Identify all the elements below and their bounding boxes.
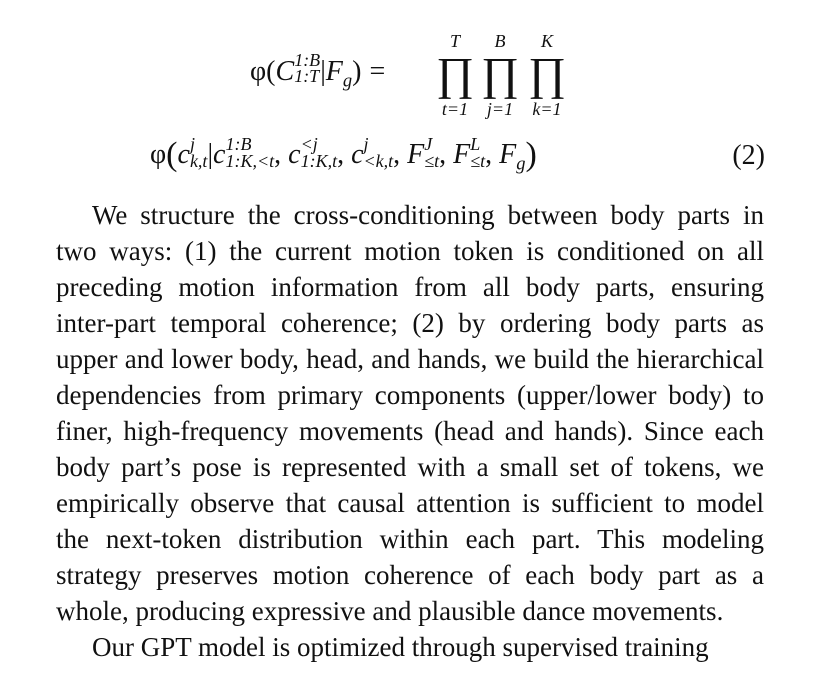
product-t-lower: t=1: [441, 99, 469, 119]
paren-close: ): [352, 56, 362, 87]
var-c-token: c: [177, 139, 190, 170]
product-t-symbol: ∏: [436, 48, 474, 99]
paren-open: (: [266, 56, 276, 87]
F-L-sub: ≤t: [470, 151, 486, 171]
F-J-sup: J: [424, 134, 433, 154]
c-prevpart-sup: <j: [300, 134, 318, 154]
big-paren-close: ): [525, 136, 537, 173]
product-j-lower: j=1: [486, 99, 514, 119]
c-token-scripts: [190, 136, 208, 170]
c-past-scripts: [225, 136, 274, 170]
c-prevtoken-sub: <k,t: [363, 151, 394, 171]
product-k-upper: K: [540, 31, 553, 51]
c-token-sub: k,t: [189, 151, 208, 171]
var-F-g: F: [499, 139, 517, 170]
product-k: [524, 30, 570, 120]
c-prevtoken-scripts: [364, 136, 394, 170]
var-c-past: c: [213, 139, 226, 170]
c-prevtoken-sup: j: [363, 134, 369, 154]
var-c-prevpart: c: [288, 139, 301, 170]
F-J-scripts: [424, 136, 439, 170]
product-t-upper: T: [449, 31, 460, 51]
equation-line-2: [150, 136, 537, 174]
paragraph-gpt-training: Our GPT model is optimized through supervised training: [92, 632, 709, 662]
F-L-scripts: [470, 136, 485, 170]
comma: ,: [439, 139, 454, 170]
given-bar-rhs: |: [207, 139, 214, 170]
body-text: [56, 197, 764, 665]
var-F-J: F: [407, 139, 425, 170]
product-j-upper: B: [494, 31, 506, 51]
product-j-symbol: ∏: [481, 48, 519, 99]
given-bar: |: [320, 56, 326, 87]
paragraph-cross-conditioning: We structure the cross-conditioning between body parts in two ways: (1) the current motion token is conditioned on all preceding motion information from all body parts, ensuring inter-part temporal coherence; (2) by ordering body parts as upper and lower body, head, and hands, we build the hierarchical dependencies from primary components (upper/lower body) to finer, high-frequency movements (head and hands). Since each body part’s pose is represented with a small set of tokens, we empirically observe that causal attention is sufficient to model the next-token distribution within each part. This modeling strategy preserves motion coherence of each body part as a whole, producing expressive and plausible dance movements.: [56, 200, 764, 626]
comma: ,: [393, 139, 408, 170]
product-k-symbol: ∏: [528, 48, 566, 99]
equals-sign: =: [369, 56, 386, 87]
product-k-lower: k=1: [532, 99, 562, 119]
F-L-sup: L: [470, 134, 481, 154]
equation-lhs: [250, 50, 386, 91]
equation-number: (2): [732, 140, 765, 171]
var-F-L: F: [453, 139, 471, 170]
var-F: F: [325, 56, 343, 87]
c-past-sup: 1:B: [225, 134, 252, 154]
equation-line-1: [0, 30, 819, 126]
comma: ,: [274, 139, 289, 170]
C-superscript: 1:B: [294, 50, 321, 70]
c-past-sub: 1:K,<t: [225, 151, 275, 171]
F-subscript: g: [342, 70, 353, 91]
c-prevpart-sub: 1:K,t: [300, 151, 338, 171]
comma: ,: [485, 139, 500, 170]
C-subscript: 1:T: [294, 66, 320, 86]
var-c-prevtoken: c: [351, 139, 364, 170]
phi-symbol: φ: [250, 56, 267, 87]
big-paren-open: (: [166, 136, 178, 173]
phi-symbol-rhs: φ: [150, 139, 167, 170]
F-g-subscript: g: [516, 153, 526, 174]
C-scripts: [294, 52, 320, 84]
F-J-sub: ≤t: [424, 151, 440, 171]
comma: ,: [337, 139, 352, 170]
c-prevpart-scripts: [301, 136, 338, 170]
c-token-sup: j: [189, 134, 195, 154]
var-C: C: [275, 56, 295, 87]
